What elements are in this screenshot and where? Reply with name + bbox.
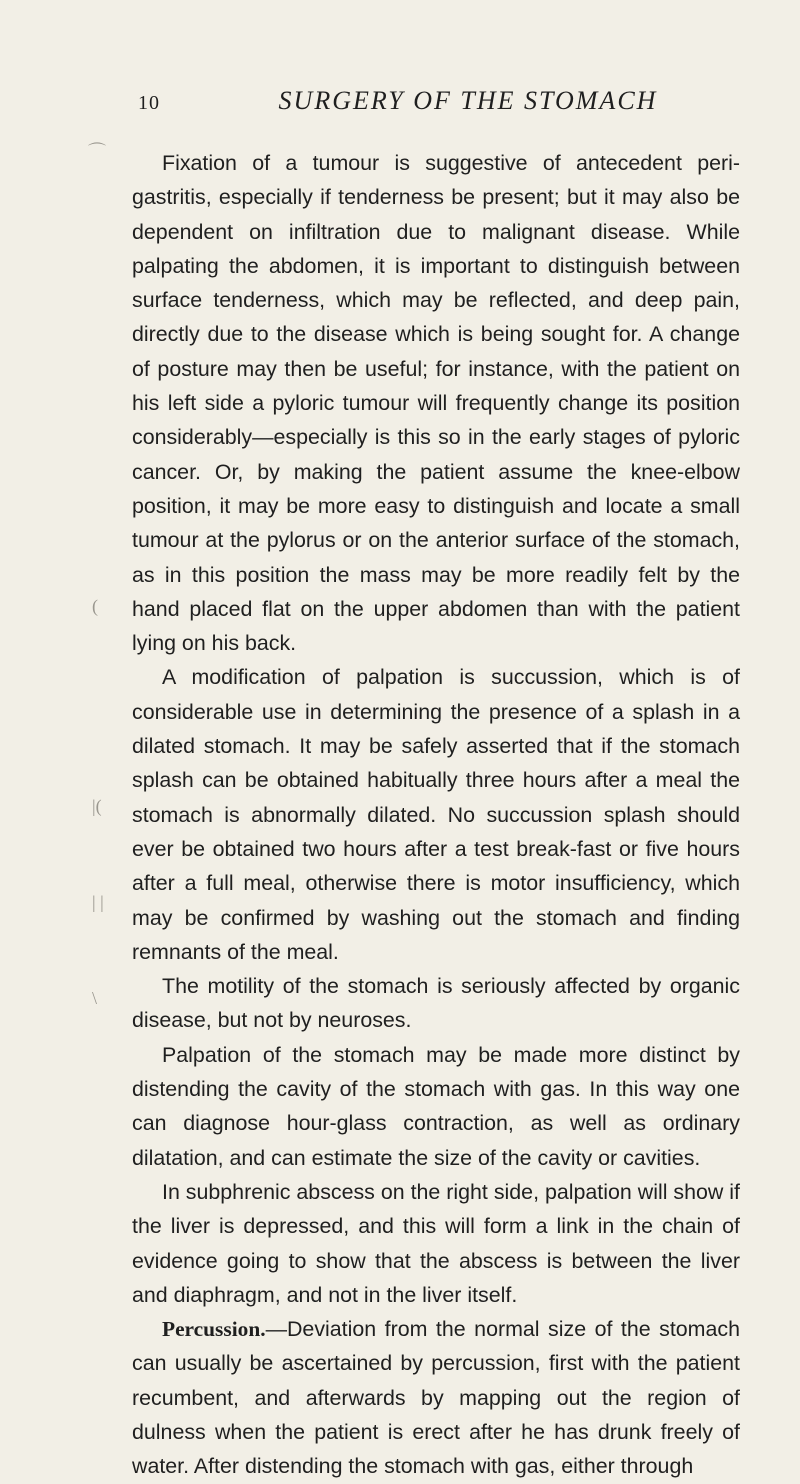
percussion-text: —Deviation from the normal size of the stomach can usually be ascertained by percussion, first with the patient recumbent, and afterwards by mapping out the region of dulness when the patient is erect after he has drunk freely of water. After distending the stomach with gas, either through [132, 1317, 740, 1479]
margin-mark: ⌒ [88, 142, 106, 162]
section-heading-percussion: Percussion. [162, 1317, 266, 1342]
margin-mark: \ [92, 988, 98, 1008]
paragraph: Fixation of a tumour is suggestive of antecedent peri-gastritis, especially if tenderness be present; but it may also be dependent on infiltration due to malignant disease. While palpating the abdomen, it is important to distinguish between surface tenderness, which may be reflected, and deep pain, directly due to the disease which is being sought for. A change of posture may then be useful; for instance, with the patient on his left side a pyloric tumour will frequently change its position considerably—especially is this so in the early stages of pyloric cancer. Or, by making the patient assume the knee-elbow position, it may be more easy to distinguish and locate a small tumour at the pylorus or on the anterior surface of the stomach, as in this position the mass may be more readily felt by the hand placed flat on the upper abdomen than with the patient lying on his back. [132, 151, 740, 656]
paragraph: Palpation of the stomach may be made more distinct by distending the cavity of the stomach with gas. In this way one can diagnose hour-glass contraction, as well as ordinary dilatation, and can estimate the size of the cavity or cavities. [132, 1042, 740, 1170]
running-title: SURGERY OF THE STOMACH [278, 86, 658, 115]
margin-mark: ( [92, 596, 98, 616]
paragraph-percussion [132, 1312, 740, 1483]
page-header [0, 86, 800, 126]
page-number: 10 [138, 92, 160, 114]
margin-mark: | | [92, 892, 104, 912]
paragraph: In subphrenic abscess on the right side, palpation will show if the liver is depressed, and this will form a link in the chain of evidence going to show that the abscess is between the liver and diaphragm, and not in the liver itself. [132, 1179, 740, 1307]
margin-mark: |( [92, 796, 102, 816]
paragraph: A modification of palpation is succussion, which is of considerable use in determining the presence of a splash in a dilated stomach. It may be safely asserted that if the stomach splash can be obtained habitually three hours after a meal the stomach is abnormally dilated. No succussion splash should ever be obtained two hours after a test break-fast or five hours after a full meal, otherwise there is motor insufficiency, which may be confirmed by washing out the stomach and finding remnants of the meal. [132, 665, 740, 964]
body-text [132, 146, 740, 1484]
paragraph: The motility of the stomach is seriously affected by organic disease, but not by neuroses. [132, 974, 740, 1033]
